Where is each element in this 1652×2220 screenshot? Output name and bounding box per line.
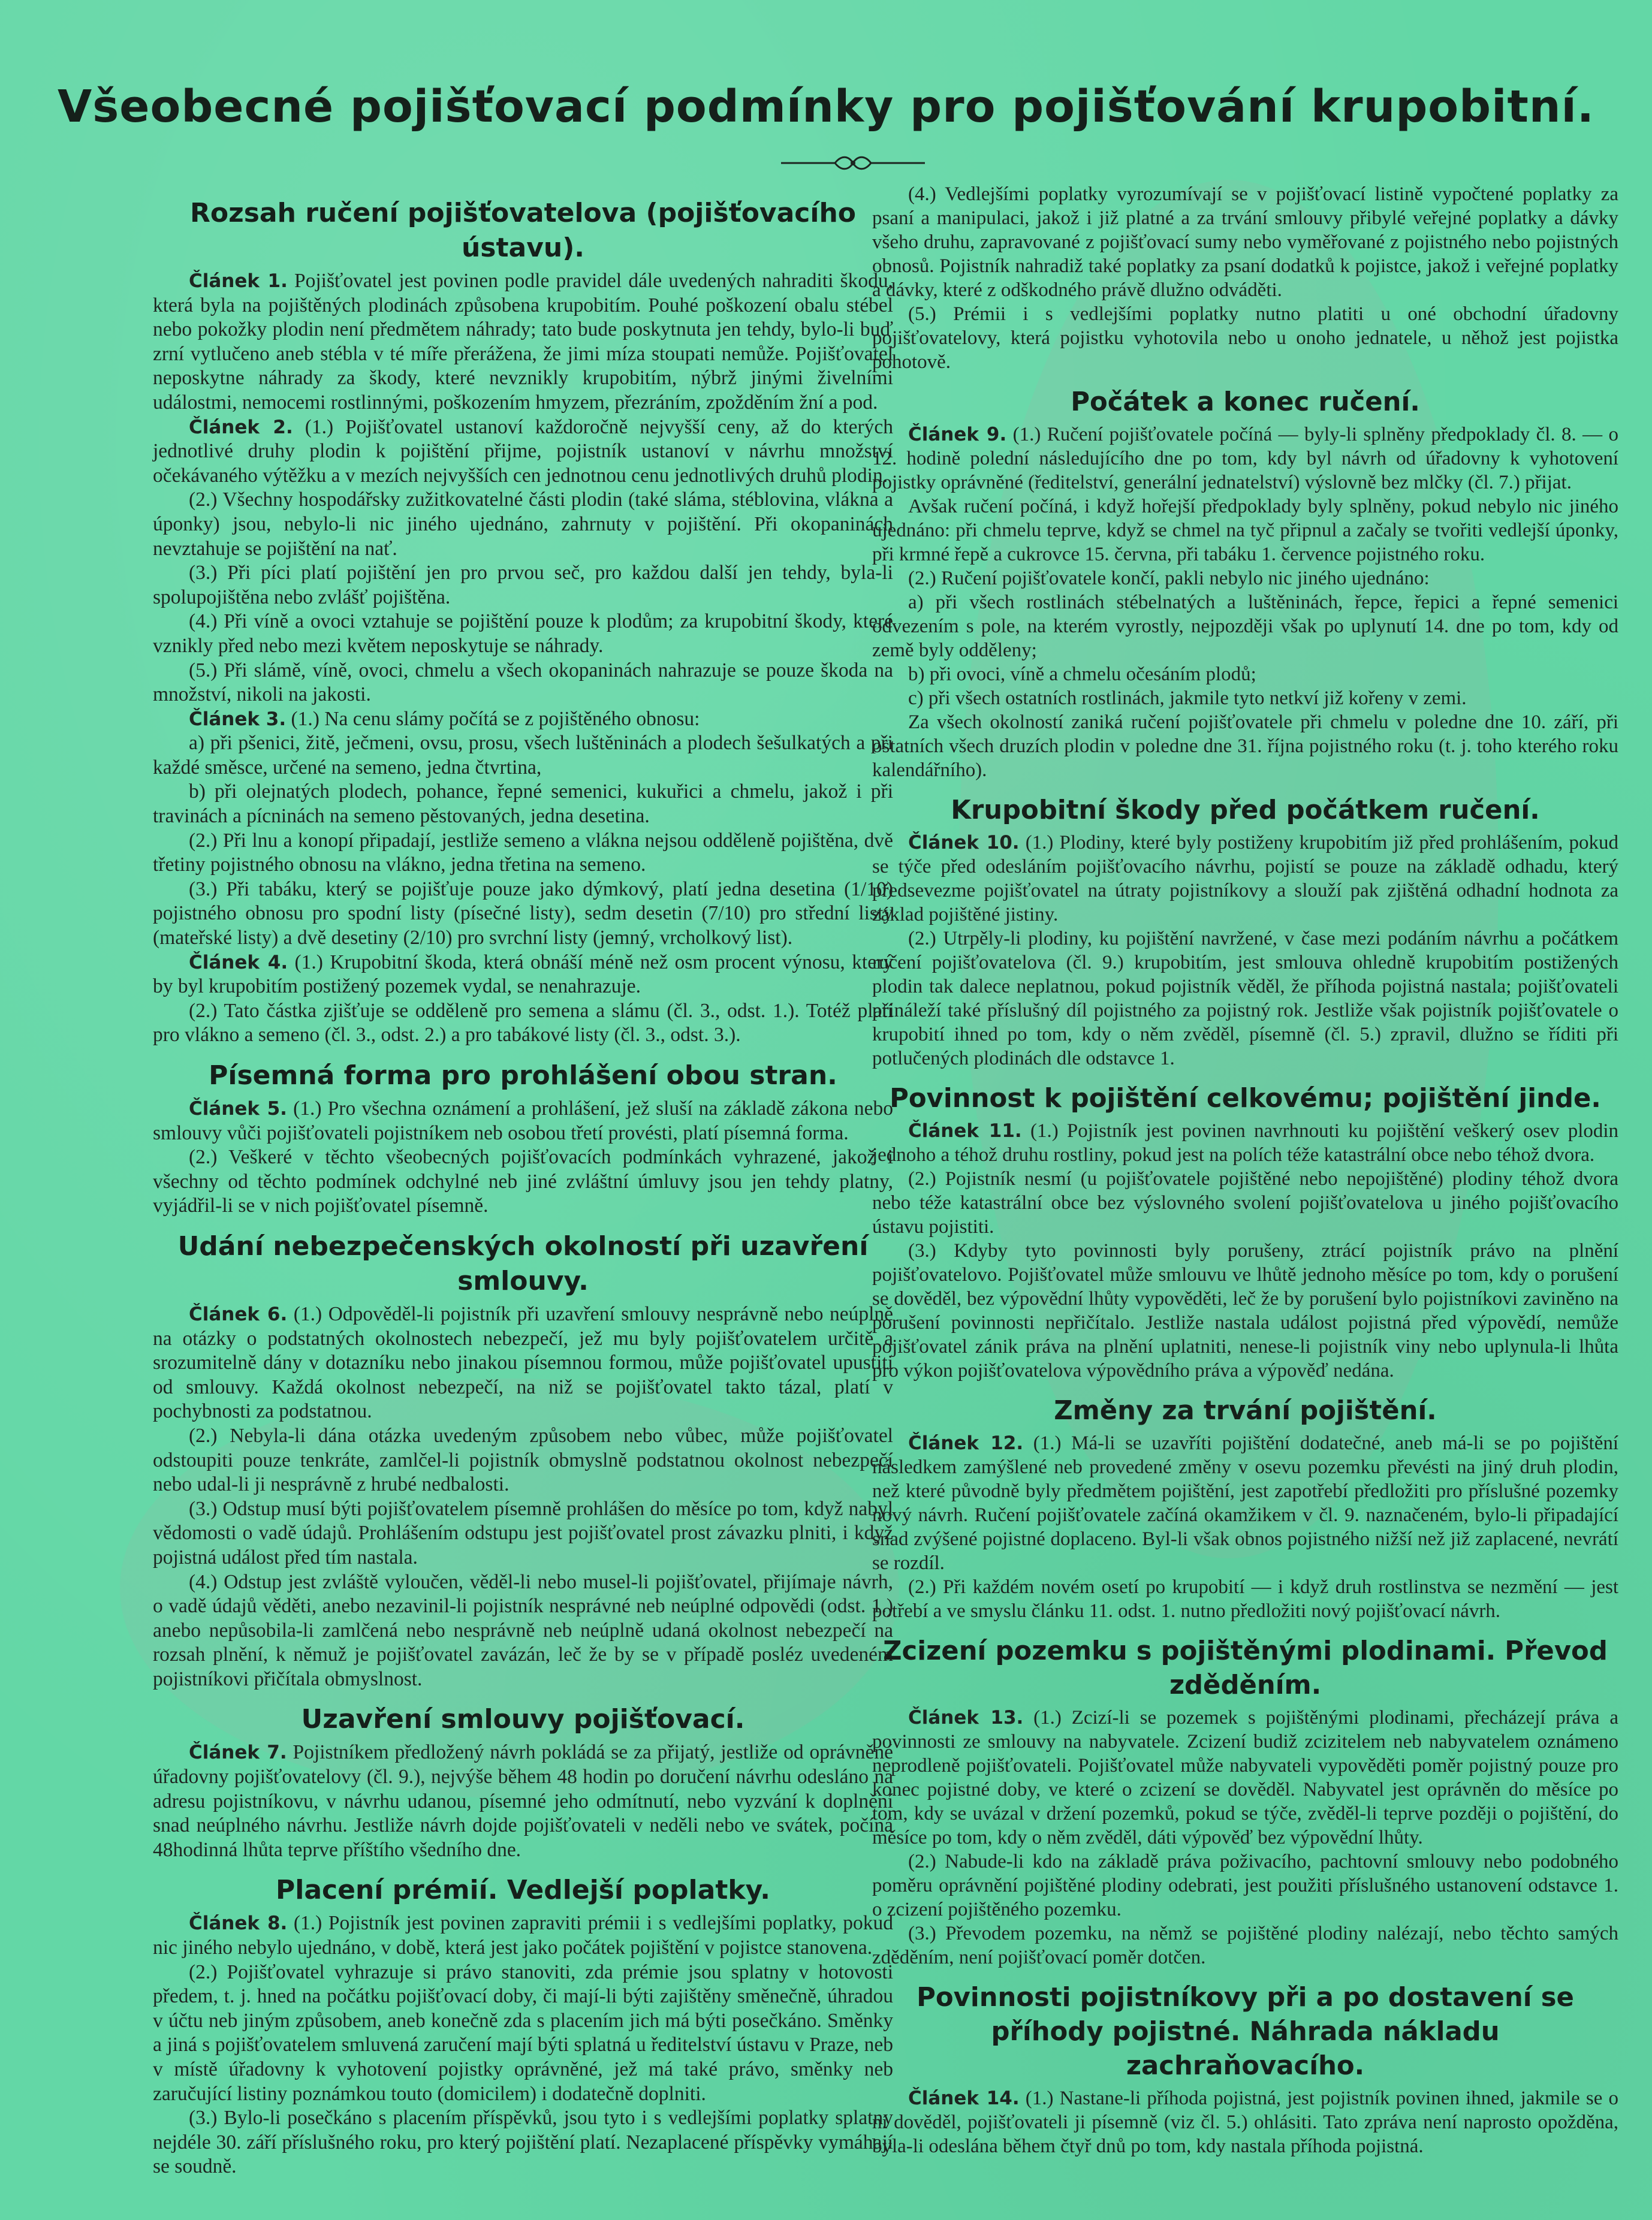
article-text: (1.) Krupobitní škoda, která obnáší méně než osm procent výnosu, který by byl krupobitím postižený pozemek vydal, se nenahrazuje. bbox=[153, 951, 893, 998]
article-label: Článek 1. bbox=[189, 270, 288, 292]
section-heading: Povinnosti pojistníkovy při a po dostavení se příhody pojistné. Náhrada nákladu zachraňovacího. bbox=[917, 1982, 1574, 2082]
article-text: Avšak ručení počíná, i když hořejší předpoklady byly splněny, pokud nebylo nic jiného ujednáno: při chmelu teprve, když se chmel na tyč připnul a začaly se tvořiti vedlejší úponky, při krmné řepě a cukrovce 15. června, při tabáku 1. července pojistného roku. bbox=[872, 495, 1618, 565]
section-heading: Povinnost k pojištění celkovému; pojištění jinde. bbox=[890, 1083, 1601, 1114]
article-paragraph bbox=[153, 2106, 893, 2179]
article-text: (5.) Při slámě, víně, ovoci, chmelu a všech okopaninách nahrazuje se pouze škoda na množství, nikoli na jakosti. bbox=[153, 659, 893, 706]
article-text: (1.) Pojistník jest povinen navrhnouti ku pojištění veškerý osev plodin jednoho a téhož druhu rostliny, pokud jest na polích téže katastrální obce nebo téhož dvora. bbox=[872, 1120, 1619, 1166]
article-label: Článek 13. bbox=[908, 1706, 1024, 1729]
article-paragraph bbox=[872, 2087, 1618, 2159]
article-text: (2.) Veškeré v těchto všeobecných pojišťovacích podmínkách vyhrazené, jakož i všechny od těchto podmínek odchylné neb jiné zvláštní úmluvy jsou jen tehdy platny, vyjádřil-li se v nich pojišťovatel písemně. bbox=[153, 1146, 893, 1217]
article-text: b) při olejnatých plodech, pohance, řepné semenici, kukuřici a chmelu, jakož i při travinách a pícninách na semeno pěstovaných, jedna desetina. bbox=[153, 780, 893, 828]
section-heading: Počátek a konec ručení. bbox=[1071, 387, 1420, 417]
article-paragraph bbox=[153, 731, 893, 780]
article-label: Článek 4. bbox=[189, 951, 288, 973]
article-label: Článek 7. bbox=[189, 1742, 287, 1764]
article-text: (4.) Při víně a ovoci vztahuje se pojištění pouze k plodům; za krupobitní škody, které vznikly před nebo mezi květem neposkytuje se náhrady. bbox=[153, 610, 893, 657]
article-text: (1.) Zcizí-li se pozemek s pojištěnými plodinami, přecházejí práva a povinnosti ze smlouvy na nabyvatele. Zcizení budiž zcizitelem neb nabyvatelem oznámeno neprodleně pojišťovateli. Pojišťovatel může nabyvateli vypověděti poměr pojistný pouze pro konec pojistné doby, ve které o zcizení se dověděl. Nabyvatel jest oprávněn do měsíce po tom, kdy se uvázal v držení pozemků, pokud se týče, zvěděl-li teprve později o pojištění, do měsíce po tom, kdy o něm zvěděl, dáti výpověď bez výpovědní lhůty. bbox=[872, 1706, 1618, 1848]
section-heading: Zcizení pozemku s pojištěnými plodinami. Převod zděděním. bbox=[883, 1636, 1608, 1700]
section-heading: Písemná forma pro prohlášení obou stran. bbox=[209, 1060, 837, 1091]
article-paragraph bbox=[872, 663, 1618, 687]
article-paragraph bbox=[872, 495, 1618, 567]
article-paragraph bbox=[153, 1960, 893, 2107]
article-paragraph bbox=[872, 1576, 1618, 1624]
article-label: Článek 6. bbox=[189, 1303, 288, 1325]
article-label: Článek 3. bbox=[189, 708, 287, 730]
article-text: Pojistníkem předložený návrh pokládá se za přijatý, jestliže od oprávněné úřadovny pojišťovatelovy (čl. 9.), nejvýše během 48 hodin po doručení návrhu odesláno na adresu pojistníkovu, v návrhu udanou, písemné jeho odmítnutí, nebo vyzvání k doplnění snad neúplného návrhu. Jestliže návrh dojde pojišťovateli v neděli nebo ve svátek, počíná 48hodinná lhůta teprve příštího všedního dne. bbox=[153, 1741, 893, 1861]
article-paragraph bbox=[872, 1850, 1618, 1922]
article-text: (1.) Plodiny, které byly postiženy krupobitím již před prohlášením, pokud se týče před odesláním pojišťovacího návrhu, pojistí se pouze na základě odhadu, který předsevezme pojišťovatel na útraty pojistníkovy a slouží pak zjištěná odhadní hodnota za základ pojištěné jistiny. bbox=[872, 831, 1618, 925]
article-paragraph bbox=[872, 831, 1618, 927]
article-text: (2.) Nebyla-li dána otázka uvedeným způsobem nebo vůbec, může pojišťovatel odstoupiti pouze tenkráte, zamlčel-li pojistník obmyslně podstatnou okolnost nebezpečí nebo udal-li ji nesprávně z hrubé nedbalosti. bbox=[153, 1424, 893, 1496]
section-heading: Rozsah ručení pojišťovatelova (pojišťovacího ústavu). bbox=[189, 198, 857, 263]
article-label: Článek 9. bbox=[908, 424, 1007, 445]
article-text: (2.) Všechny hospodářsky zužitkovatelné části plodin (také sláma, stéblovina, vlákna a úponky) jsou, nebylo-li nic jiného ujednáno, zahrnuty v pojištění. Při okopaninách nevztahuje se pojištění na nať. bbox=[153, 488, 893, 560]
article-paragraph bbox=[153, 1424, 893, 1497]
article-text: a) při pšenici, žitě, ječmeni, ovsu, prosu, všech luštěninách a plodech šešulkatých a při každé směsce, určené na semeno, jedna čtvrtina, bbox=[153, 732, 893, 779]
article-paragraph bbox=[153, 951, 893, 999]
article-text: (3.) Při píci platí pojištění jen pro prvou seč, pro každou další jen tehdy, byla-li spolupojištěna nebo zvlášť pojištěna. bbox=[153, 562, 893, 608]
article-paragraph bbox=[153, 877, 893, 951]
article-paragraph bbox=[153, 1911, 893, 1960]
article-paragraph bbox=[153, 1145, 893, 1218]
article-label: Článek 2. bbox=[189, 416, 293, 438]
article-text: (4.) Vedlejšími poplatky vyrozumívají se v pojišťovací listině vypočtené poplatky za psaní a manipulaci, jakož i již platné a za trvání smlouvy přibylé veřejné poplatky a dávky všeho druhu, zapravované z pojišťovací sumy nebo vyměřované z pojistného nebo pojistných obnosů. Pojistník nahradiž také poplatky za psaní dodatků k pojistce, jakož i veřejné poplatky a dávky, které z odškodného právě dlužno odváděti. bbox=[872, 183, 1618, 301]
article-paragraph bbox=[872, 1922, 1618, 1970]
section-heading: Udání nebezpečenských okolností při uzavření smlouvy. bbox=[177, 1230, 869, 1296]
article-text: (2.) Utrpěly-li plodiny, ku pojištění navržené, v čase mezi podáním návrhu a počátkem ručení pojišťovatelova (čl. 9.) krupobitím, jest smlouva ohledně krupobitím postižených plodin tak dalece neplatnou, pokud pojistník věděl, že příhoda pojistná nastala; pojišťovateli přináleží také příslušný díl pojistného za pojistný rok. Jestliže však pojistník pojišťovatele o krupobití ihned po tom, kdy o něm zvěděl, písemně (čl. 5.) zpravil, dlužno se říditi při potlučených plodinách dle odstavce 1. bbox=[872, 927, 1618, 1069]
right-column bbox=[872, 183, 1618, 2159]
article-text: (3.) Kdyby tyto povinnosti byly porušeny, ztrácí pojistník právo na plnění pojišťovatelovo. Pojišťovatel může smlouvu ve lhůtě jednoho měsíce po tom, kdy o porušení se dověděl, bez výpovědní lhůty vypověděti, leč že by porušení bylo pojistníkovi zaviněno na porušení povinnosti nepřičítalo. Jestliže nastala událost pojistná před výpovědí, nemůže pojišťovatel zánik práva na plnění uplatniti, nenese-li pojistník viny nebo uplynula-li lhůta pro výkon pojišťovatelova výpovědního práva a výpověď nedána. bbox=[872, 1239, 1618, 1382]
article-paragraph bbox=[872, 567, 1618, 591]
article-paragraph bbox=[872, 591, 1618, 663]
article-label: Článek 11. bbox=[908, 1120, 1022, 1142]
article-paragraph bbox=[153, 610, 893, 658]
article-paragraph bbox=[153, 1097, 893, 1145]
article-paragraph bbox=[153, 1741, 893, 1862]
article-paragraph bbox=[872, 1168, 1618, 1239]
article-paragraph bbox=[153, 488, 893, 561]
section-heading: Placení prémií. Vedlejší poplatky. bbox=[276, 1875, 770, 1906]
section-heading: Změny za trvání pojištění. bbox=[1054, 1395, 1437, 1426]
article-text: (2.) Nabude-li kdo na základě práva poživacího, pachtovní smlouvy nebo podobného poměru oprávnění pojištěné plodiny odebrati, jest použiti příslušného ustanovení odstavce 1. o zcizení pojištěného pozemku. bbox=[872, 1850, 1618, 1920]
article-text: (2.) Pojistník nesmí (u pojišťovatele pojištěné nebo nepojištěné) plodiny téhož dvora nebo téže katastrální obce bez výslovného svolení pojišťovatelova u jiného pojišťovacího ústavu pojistiti. bbox=[872, 1168, 1618, 1238]
article-paragraph bbox=[872, 687, 1618, 711]
article-text: (4.) Odstup jest zvláště vyloučen, věděl-li nebo musel-li pojišťovatel, přijímaje návrh, o vadě údajů věděti, anebo nezavinil-li pojistník nesprávné neb neúplné odpovědi (odst. 1.) anebo nepůsobila-li zamlčená nebo nesprávně neb neúplně udaná okolnost nebezpečí na rozsah plnění, k němuž je pojišťovatel zavázán, leč že by se v případě posléz uvedeném pojistníkovi přičítala obmyslnost. bbox=[153, 1570, 893, 1690]
article-paragraph bbox=[153, 659, 893, 707]
article-text: (2.) Tato částka zjišťuje se odděleně pro semena a slámu (čl. 3., odst. 1.). Totéž platí pro vlákno a semeno (čl. 3., odst. 2.) a pro tabákové listy (čl. 3., odst. 3.). bbox=[153, 999, 893, 1046]
article-label: Článek 12. bbox=[908, 1432, 1024, 1454]
article-paragraph bbox=[153, 999, 893, 1048]
article-paragraph bbox=[872, 927, 1618, 1071]
article-paragraph bbox=[153, 780, 893, 828]
article-text: Za všech okolností zaniká ručení pojišťovatele při chmelu v poledne dne 10. září, při ostatních všech druzích plodin v poledne dne 31. října pojistného roku (t. j. toho kterého roku kalendářního). bbox=[872, 711, 1618, 781]
title-ornament bbox=[781, 153, 925, 173]
article-paragraph bbox=[872, 1239, 1618, 1383]
article-paragraph bbox=[872, 1706, 1618, 1850]
document-title: Všeobecné pojišťovací podmínky pro pojišťování krupobitní. bbox=[57, 81, 1595, 132]
article-text: (2.) Pojišťovatel vyhrazuje si právo stanoviti, zda prémie jsou splatny v hotovosti předem, t. j. hned na počátku pojišťovací doby, či mají-li býti zajištěny směnečně, úhradou v účtu neb jiným způsobem, aneb konečně zda s placením jich má býti posečkáno. Směnky a jiná s pojišťovatelem smluvená zaručení mají býti splatná u ředitelství ústavu v Praze, neb v místě úřadovny k vyhotovení pojistky oprávněné, jež má také právo, směnky neb zaručující listiny poznámkou touto (domicilem) i dodatečně doplniti. bbox=[153, 1960, 893, 2105]
article-text: (1.) Na cenu slámy počítá se z pojištěného obnosu: bbox=[291, 707, 700, 730]
article-paragraph bbox=[153, 829, 893, 877]
section-heading: Krupobitní škody před počátkem ručení. bbox=[951, 795, 1540, 825]
article-text: a) při všech rostlinách stébelnatých a luštěninách, řepce, řepici a řepné semenici odvezením s pole, na kterém vyrostly, nejpozději však po uplynutí 14. dne po tom, kdy od země byly odděleny; bbox=[872, 591, 1618, 661]
article-paragraph bbox=[872, 1432, 1618, 1576]
article-label: Článek 5. bbox=[189, 1098, 287, 1120]
article-text: (3.) Odstup musí býti pojišťovatelem písemně prohlášen do měsíce po tom, když nabyl vědomosti o vadě údajů. Prohlášením odstupu jest pojišťovatel prost závazku plniti, i když pojistná událost před tím nastala. bbox=[153, 1497, 893, 1569]
article-text: (1.) Pro všechna oznámení a prohlášení, jež sluší na základě zákona nebo smlouvy vůči pojišťovateli pojistníkem neb osobou třetí provésti, platí písemná forma. bbox=[153, 1097, 893, 1144]
article-label: Článek 8. bbox=[189, 1913, 288, 1935]
article-text: Pojišťovatel jest povinen podle pravidel dále uvedených nahraditi škodu, která byla na pojištěných plodinách způsobena krupobitím. Pouhé poškození obalu stébel nebo pokožky plodin není předmětem náhrady; tato bude poskytnuta jen tehdy, bylo-li buď zrní vytlučeno aneb stébla v té míře přerážena, že jimi míza stoupati nemůže. Pojišťovatel neposkytne náhrady za škody, které nevznikly krupobitím, nýbrž jinými živelními událostmi, nemocemi rostlinnými, poškozením hmyzem, přezráním, zpožděním žní a pod. bbox=[153, 270, 893, 414]
article-paragraph bbox=[872, 711, 1618, 783]
article-text: (5.) Prémii i s vedlejšími poplatky nutno platiti u oné obchodní úřadovny pojišťovatelovy, která pojistku vyhotovila nebo u onoho jednatele, u něhož jest pojistka pohotově. bbox=[872, 303, 1618, 373]
article-paragraph bbox=[872, 183, 1618, 303]
article-text: b) při ovoci, víně a chmelu očesáním plodů; bbox=[908, 663, 1256, 685]
article-text: (1.) Má-li se uzavříti pojištění dodatečné, aneb má-li se po pojištění následkem zamýšlené neb provedené změny v osevu pozemku převésti na jiný druh plodin, než které původně byly předmětem pojištění, jest zapotřebí předložiti pro příslušné pozemky nový návrh. Ručení pojišťovatele začíná okamžikem v čl. 9. naznačeném, bylo-li připadající snad zvýšené pojistné doplaceno. Byl-li však obnos pojistného nižší než již zaplacené, nevrátí se rozdíl. bbox=[872, 1432, 1618, 1574]
left-column bbox=[153, 183, 893, 2179]
article-paragraph bbox=[872, 1120, 1618, 1168]
article-paragraph bbox=[872, 423, 1618, 495]
article-paragraph bbox=[153, 269, 893, 415]
article-paragraph bbox=[872, 303, 1618, 375]
article-text: (1.) Nastane-li příhoda pojistná, jest pojistník povinen ihned, jakmile se o ní dověděl, pojišťovateli ji písemně (viz čl. 5.) ohlásiti. Tato zpráva není naprosto opožděna, byla-li odeslána během čtyř dnů po tom, kdy nastala příhoda pojistná. bbox=[872, 2088, 1618, 2158]
article-paragraph bbox=[153, 1302, 893, 1424]
article-text: (1.) Odpověděl-li pojistník při uzavření smlouvy nesprávně nebo neúplně na otázky o podstatných okolnostech nebezpečí, jež mu byly pojišťovatelem určitě a srozumitelně dány v dotazníku nebo jinakou písemnou formou, může pojišťovatel upustiti od smlouvy. Každá okolnost nebezpečí, na niž se pojišťovatel takto tázal, platí v pochybnosti za podstatnou. bbox=[153, 1302, 894, 1423]
article-label: Článek 10. bbox=[908, 831, 1020, 853]
article-paragraph bbox=[153, 561, 893, 610]
article-text: (2.) Ručení pojišťovatele končí, pakli nebylo nic jiného ujednáno: bbox=[908, 567, 1430, 589]
article-text: (1.) Pojišťovatel ustanoví každoročně nejvyšší ceny, až do kterých jednotlivé druhy plodin k pojištění přijme, pojistník ustanoví v návrhu množství očekávaného výtěžku a v mezích nejvyšších cen jednotnou cenu jednotlivých druhů plodin. bbox=[153, 415, 893, 487]
article-text: (1.) Pojistník jest povinen zapraviti prémii i s vedlejšími poplatky, pokud nic jiného nebylo ujednáno, v době, která jest jako počátek pojištění v pojistce stanovena. bbox=[153, 1912, 893, 1959]
article-paragraph bbox=[153, 707, 893, 732]
article-text: (3.) Převodem pozemku, na němž se pojištěné plodiny nalézají, nebo těchto samých zděděním, není pojišťovací poměr dotčen. bbox=[872, 1922, 1618, 1968]
article-text: (3.) Bylo-li posečkáno s placením příspěvků, jsou tyto i s vedlejšími poplatky splatny nejdéle 30. září příslušného roku, pro který pojištění platí. Nezaplacené příspěvky vymáhají se soudně. bbox=[153, 2107, 893, 2178]
article-text: (1.) Ručení pojišťovatele počíná — byly-li splněny předpoklady čl. 8. — o 12. hodině polední následujícího dne po tom, kdy byl návrh od úřadovny k vyhotovení pojistky oprávněné (ředitelství, generální jednatelství) výslovně bez mlčky (čl. 7.) přijat. bbox=[872, 424, 1618, 493]
article-text: (3.) Při tabáku, který se pojišťuje pouze jako dýmkový, platí jedna desetina (1/10) pojistného obnosu pro spodní listy (písečné listy), sedm desetin (7/10) pro střední listy (mateřské listy) a dvě desetiny (2/10) pro svrchní listy (jemný, vrcholkový list). bbox=[153, 877, 893, 949]
article-paragraph bbox=[153, 1570, 893, 1692]
section-heading: Uzavření smlouvy pojišťovací. bbox=[301, 1704, 745, 1735]
article-text: (2.) Při každém novém osetí po krupobití — i když druh rostlinstva se nezmění — jest potřebí a ve smyslu článku 11. odst. 1. nutno předložiti nový pojišťovací návrh. bbox=[872, 1576, 1618, 1622]
article-text: (2.) Při lnu a konopí připadají, jestliže semeno a vlákna nejsou odděleně pojištěna, dvě třetiny pojistného obnosu na vlákno, jedna třetina na semeno. bbox=[153, 829, 893, 876]
article-label: Článek 14. bbox=[908, 2088, 1020, 2110]
article-text: c) při všech ostatních rostlinách, jakmile tyto netkví již kořeny v zemi. bbox=[908, 687, 1467, 709]
article-paragraph bbox=[153, 1497, 893, 1570]
article-paragraph bbox=[153, 415, 893, 488]
